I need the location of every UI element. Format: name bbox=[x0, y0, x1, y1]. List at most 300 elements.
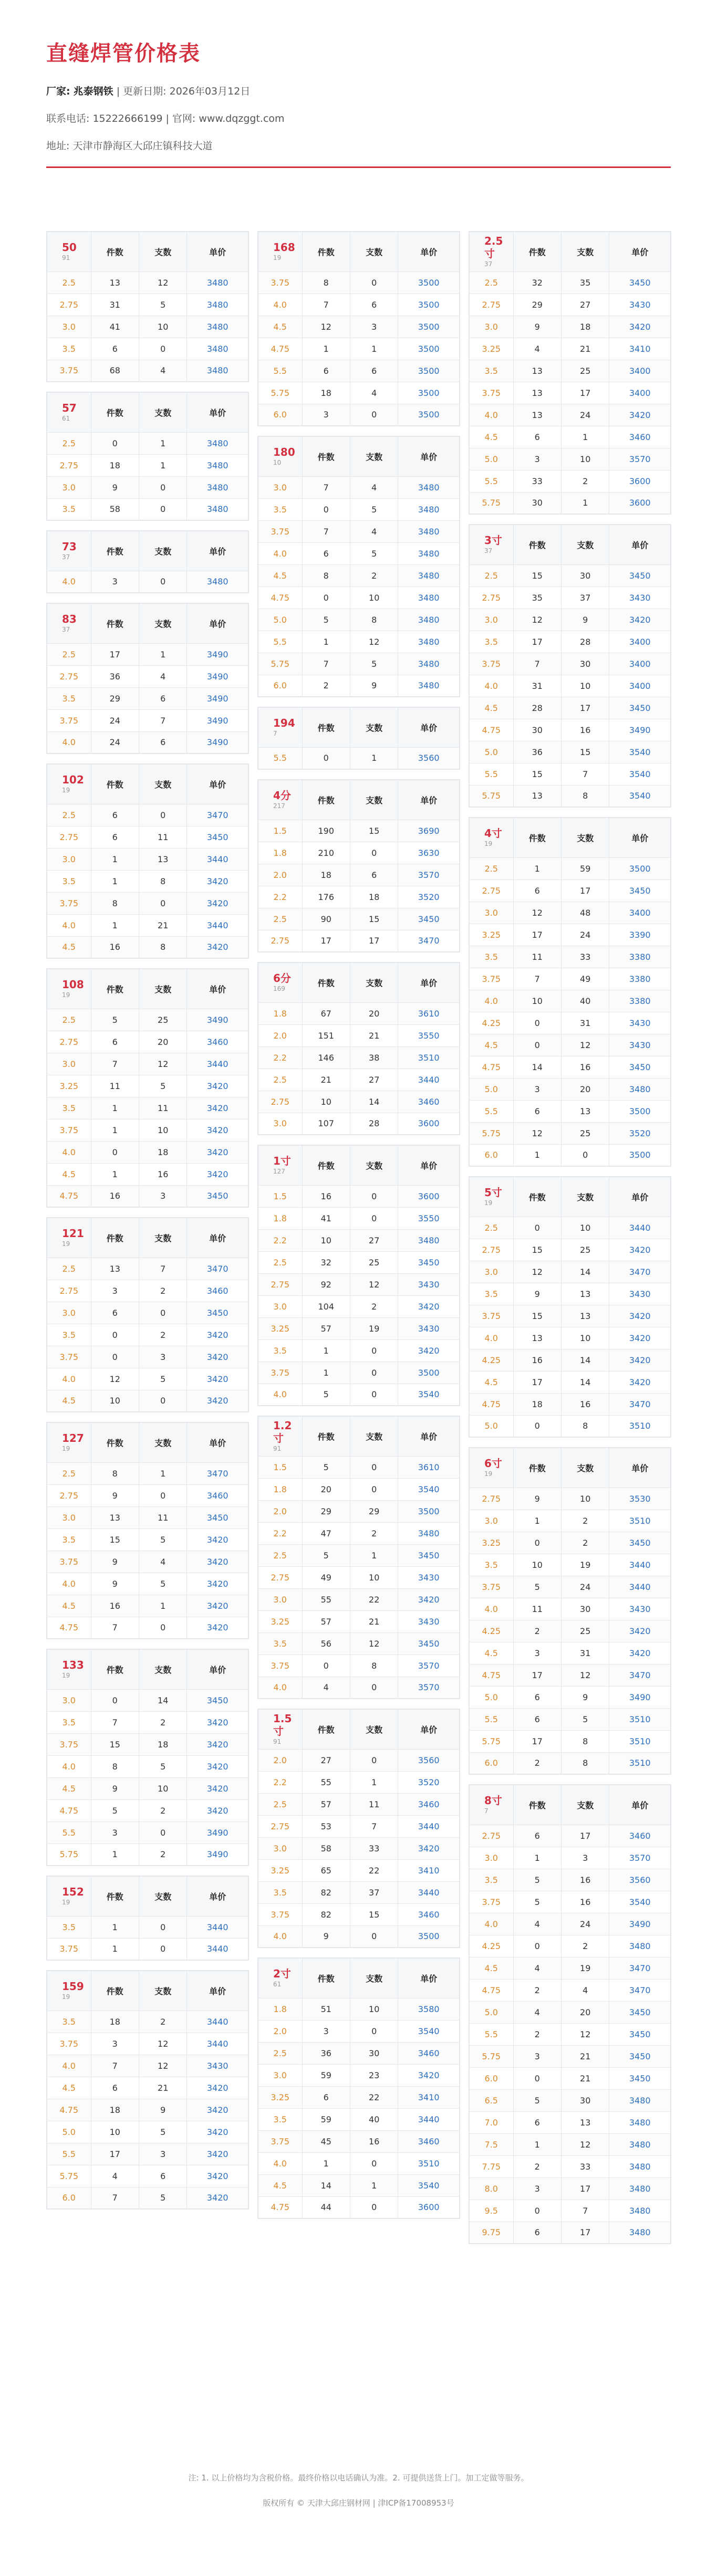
table-row bbox=[469, 1847, 671, 1869]
count-cell: 17 bbox=[513, 924, 561, 946]
pieces-cell: 17 bbox=[561, 879, 609, 902]
table-row bbox=[258, 1229, 460, 1251]
thickness-cell: 3.0 bbox=[47, 1053, 91, 1075]
price-cell: 3410 bbox=[609, 338, 671, 360]
count-header: 件数 bbox=[302, 1958, 350, 1998]
table-row bbox=[47, 1324, 248, 1346]
price-cell: 3550 bbox=[398, 1207, 460, 1229]
table-row bbox=[258, 1815, 460, 1837]
count-cell: 16 bbox=[91, 936, 139, 958]
count-cell: 0 bbox=[91, 432, 139, 454]
table-row bbox=[469, 360, 671, 382]
pieces-cell: 0 bbox=[350, 842, 398, 864]
count-header: 件数 bbox=[91, 392, 139, 432]
thickness-cell: 3.75 bbox=[469, 1305, 513, 1327]
pieces-cell: 0 bbox=[139, 1302, 186, 1324]
thickness-cell: 3.0 bbox=[469, 902, 513, 924]
table-row bbox=[258, 1024, 460, 1046]
thickness-cell: 4.75 bbox=[258, 338, 302, 360]
price-cell: 3450 bbox=[187, 1689, 248, 1711]
price-cell: 3610 bbox=[398, 1456, 460, 1478]
thickness-cell: 4.25 bbox=[469, 1012, 513, 1034]
pieces-cell: 0 bbox=[350, 271, 398, 294]
count-cell: 6 bbox=[513, 879, 561, 902]
price-cell: 3480 bbox=[187, 454, 248, 476]
pieces-cell: 0 bbox=[350, 404, 398, 426]
thickness-cell: 4.5 bbox=[47, 1390, 91, 1412]
count-cell: 9 bbox=[91, 1484, 139, 1506]
thickness-cell: 3.75 bbox=[47, 2033, 91, 2055]
price-cell: 3500 bbox=[398, 271, 460, 294]
thickness-cell: 2.0 bbox=[258, 864, 302, 886]
address-line: 地址: 天津市静海区大邱庄镇科技大道 bbox=[46, 140, 213, 152]
table-header-row bbox=[258, 780, 460, 820]
spec-name-cell bbox=[47, 232, 91, 271]
spec-name-cell bbox=[47, 531, 91, 571]
pieces-cell: 5 bbox=[139, 294, 186, 316]
thickness-cell: 6.0 bbox=[469, 1144, 513, 1166]
thickness-cell: 3.0 bbox=[47, 1506, 91, 1528]
count-cell: 65 bbox=[302, 1859, 350, 1881]
spec-name: 2寸 bbox=[273, 1967, 291, 1981]
pieces-cell: 0 bbox=[350, 2020, 398, 2042]
table-row bbox=[47, 294, 248, 316]
count-cell: 1 bbox=[91, 1097, 139, 1119]
table-row bbox=[258, 294, 460, 316]
pieces-cell: 12 bbox=[139, 2055, 186, 2077]
count-header: 件数 bbox=[302, 1709, 350, 1749]
table-row bbox=[47, 1053, 248, 1075]
spec-name-cell bbox=[47, 1218, 91, 1258]
thickness-cell: 4.0 bbox=[47, 1141, 91, 1163]
thickness-cell: 4.0 bbox=[258, 294, 302, 316]
price-cell: 3480 bbox=[398, 675, 460, 697]
count-header: 件数 bbox=[302, 232, 350, 271]
thickness-cell: 3.75 bbox=[258, 2130, 302, 2152]
count-cell: 59 bbox=[302, 2064, 350, 2086]
pieces-cell: 0 bbox=[350, 1749, 398, 1771]
spec-count: 19 bbox=[484, 1470, 493, 1478]
price-header: 单价 bbox=[187, 1971, 248, 2010]
price-cell: 3600 bbox=[398, 2196, 460, 2218]
table-row bbox=[258, 498, 460, 520]
pieces-cell: 31 bbox=[561, 1012, 609, 1034]
table-row bbox=[469, 1752, 671, 1774]
pieces-cell: 28 bbox=[561, 631, 609, 653]
count-cell: 0 bbox=[302, 747, 350, 769]
spec-count: 169 bbox=[273, 985, 285, 993]
table-row bbox=[258, 1903, 460, 1925]
thickness-cell: 3.25 bbox=[469, 1532, 513, 1554]
thickness-cell: 4.0 bbox=[258, 1384, 302, 1406]
count-cell: 7 bbox=[91, 1617, 139, 1639]
count-cell: 2 bbox=[513, 1979, 561, 2001]
pieces-cell: 10 bbox=[561, 675, 609, 697]
count-header: 件数 bbox=[302, 707, 350, 747]
pieces-cell: 4 bbox=[350, 476, 398, 498]
thickness-cell: 3.75 bbox=[469, 968, 513, 990]
count-cell: 90 bbox=[302, 908, 350, 930]
table-row bbox=[469, 404, 671, 426]
table-row bbox=[258, 747, 460, 769]
price-cell: 3480 bbox=[609, 2111, 671, 2133]
price-header: 单价 bbox=[398, 232, 460, 271]
count-cell: 31 bbox=[513, 675, 561, 697]
spec-name: 127 bbox=[62, 1432, 84, 1445]
table-row bbox=[258, 1632, 460, 1654]
spec-table bbox=[46, 530, 249, 593]
price-cell: 3460 bbox=[187, 1031, 248, 1053]
thickness-cell: 2.5 bbox=[469, 1217, 513, 1239]
price-cell: 3450 bbox=[609, 1532, 671, 1554]
spec-name: 133 bbox=[62, 1659, 84, 1672]
table-row bbox=[469, 1327, 671, 1349]
thickness-cell: 7.75 bbox=[469, 2155, 513, 2177]
count-header: 件数 bbox=[513, 1785, 561, 1825]
pieces-cell: 14 bbox=[561, 1261, 609, 1283]
spec-name: 5寸 bbox=[484, 1186, 502, 1199]
table-row bbox=[469, 1664, 671, 1686]
pieces-header: 支数 bbox=[350, 707, 398, 747]
table-row bbox=[258, 1566, 460, 1588]
table-row bbox=[469, 338, 671, 360]
spec-name: 180 bbox=[273, 446, 295, 459]
thickness-cell: 3.75 bbox=[47, 1733, 91, 1755]
count-cell: 8 bbox=[302, 271, 350, 294]
pieces-cell: 0 bbox=[139, 892, 186, 914]
count-cell: 13 bbox=[91, 271, 139, 294]
spec-table bbox=[257, 1416, 460, 1699]
table-row bbox=[469, 1979, 671, 2001]
price-cell: 3410 bbox=[398, 1859, 460, 1881]
pieces-cell: 10 bbox=[350, 587, 398, 609]
count-cell: 1 bbox=[302, 1362, 350, 1384]
price-cell: 3430 bbox=[609, 1283, 671, 1305]
thickness-cell: 4.5 bbox=[469, 1642, 513, 1664]
pieces-cell: 6 bbox=[139, 687, 186, 709]
thickness-cell: 3.5 bbox=[469, 631, 513, 653]
count-cell: 53 bbox=[302, 1815, 350, 1837]
count-cell: 7 bbox=[91, 2055, 139, 2077]
pieces-cell: 10 bbox=[350, 1998, 398, 2020]
pieces-cell: 17 bbox=[561, 382, 609, 404]
count-cell: 9 bbox=[91, 1777, 139, 1799]
spec-table bbox=[46, 231, 249, 382]
spec-count: 19 bbox=[62, 1993, 70, 2001]
price-cell: 3560 bbox=[609, 1869, 671, 1891]
table-row bbox=[47, 914, 248, 936]
thickness-cell: 2.5 bbox=[469, 271, 513, 294]
price-cell: 3460 bbox=[398, 2042, 460, 2064]
spec-count: 91 bbox=[62, 254, 70, 262]
price-cell: 3440 bbox=[187, 1938, 248, 1960]
table-row bbox=[258, 1456, 460, 1478]
pieces-cell: 2 bbox=[350, 1522, 398, 1544]
thickness-cell: 3.75 bbox=[47, 892, 91, 914]
table-row bbox=[469, 1686, 671, 1708]
table-row bbox=[258, 1339, 460, 1362]
table-row bbox=[47, 271, 248, 294]
pieces-cell: 20 bbox=[561, 2001, 609, 2023]
price-cell: 3450 bbox=[609, 1056, 671, 1078]
thickness-cell: 3.0 bbox=[258, 1837, 302, 1859]
thickness-cell: 5.5 bbox=[469, 763, 513, 785]
thickness-cell: 3.25 bbox=[469, 338, 513, 360]
thickness-cell: 6.5 bbox=[469, 2089, 513, 2111]
pieces-cell: 15 bbox=[350, 1903, 398, 1925]
table-row bbox=[469, 1349, 671, 1371]
table-row bbox=[258, 930, 460, 952]
count-cell: 1 bbox=[302, 338, 350, 360]
table-header-row bbox=[47, 1649, 248, 1689]
thickness-cell: 4.0 bbox=[469, 1598, 513, 1620]
thickness-cell: 2.5 bbox=[469, 564, 513, 587]
thickness-cell: 4.75 bbox=[469, 1979, 513, 2001]
thickness-cell: 3.5 bbox=[47, 498, 91, 520]
pieces-cell: 0 bbox=[139, 1484, 186, 1506]
price-header: 单价 bbox=[398, 1709, 460, 1749]
count-cell: 1 bbox=[513, 2133, 561, 2155]
price-cell: 3490 bbox=[609, 1913, 671, 1935]
thickness-cell: 2.0 bbox=[258, 2020, 302, 2042]
count-header: 件数 bbox=[91, 1971, 139, 2010]
price-cell: 3480 bbox=[187, 316, 248, 338]
price-cell: 3420 bbox=[609, 1620, 671, 1642]
spec-name: 102 bbox=[62, 773, 84, 787]
thickness-cell: 3.75 bbox=[469, 653, 513, 675]
spec-name-cell bbox=[47, 1971, 91, 2010]
pieces-cell: 10 bbox=[561, 1217, 609, 1239]
table-row bbox=[47, 1506, 248, 1528]
price-cell: 3430 bbox=[609, 587, 671, 609]
table-row bbox=[47, 1280, 248, 1302]
price-header: 单价 bbox=[609, 818, 671, 857]
update-date: 2026年03月12日 bbox=[169, 86, 251, 97]
table-row bbox=[258, 908, 460, 930]
pieces-cell: 30 bbox=[350, 2042, 398, 2064]
count-cell: 11 bbox=[513, 946, 561, 968]
table-row bbox=[469, 2177, 671, 2200]
count-cell: 9 bbox=[513, 1488, 561, 1510]
count-cell: 5 bbox=[302, 1544, 350, 1566]
thickness-cell: 1.8 bbox=[258, 1478, 302, 1500]
pieces-cell: 2 bbox=[561, 470, 609, 492]
table-row bbox=[258, 1588, 460, 1610]
pieces-cell: 11 bbox=[350, 1793, 398, 1815]
pieces-cell: 59 bbox=[561, 857, 609, 879]
pieces-cell: 10 bbox=[561, 448, 609, 470]
table-row bbox=[258, 2020, 460, 2042]
price-header: 单价 bbox=[187, 764, 248, 804]
pieces-cell: 21 bbox=[561, 2067, 609, 2089]
price-header: 单价 bbox=[398, 707, 460, 747]
table-row bbox=[47, 848, 248, 870]
thickness-cell: 5.0 bbox=[469, 2001, 513, 2023]
thickness-cell: 3.5 bbox=[47, 2010, 91, 2033]
table-row bbox=[469, 1708, 671, 1730]
count-cell: 2 bbox=[513, 1620, 561, 1642]
pieces-cell: 11 bbox=[139, 826, 186, 848]
spec-count: 19 bbox=[484, 1199, 493, 1207]
price-cell: 3420 bbox=[609, 316, 671, 338]
thickness-cell: 4.75 bbox=[258, 2196, 302, 2218]
table-row bbox=[258, 609, 460, 631]
table-row bbox=[47, 1799, 248, 1821]
count-cell: 6 bbox=[513, 1686, 561, 1708]
table-header-row bbox=[469, 1785, 671, 1825]
count-cell: 28 bbox=[513, 697, 561, 719]
table-row bbox=[469, 653, 671, 675]
spec-table bbox=[257, 779, 460, 952]
thickness-cell: 5.75 bbox=[469, 492, 513, 514]
thickness-cell: 2.75 bbox=[47, 826, 91, 848]
count-header: 件数 bbox=[91, 1649, 139, 1689]
count-cell: 0 bbox=[91, 1324, 139, 1346]
count-cell: 6 bbox=[513, 426, 561, 448]
count-cell: 29 bbox=[513, 294, 561, 316]
thickness-cell: 5.75 bbox=[469, 2045, 513, 2067]
price-cell: 3480 bbox=[187, 294, 248, 316]
table-row bbox=[47, 1141, 248, 1163]
page-header bbox=[0, 0, 717, 153]
table-row bbox=[258, 1002, 460, 1024]
table-row bbox=[47, 476, 248, 498]
table-header-row bbox=[47, 1876, 248, 1916]
thickness-cell: 3.25 bbox=[258, 1859, 302, 1881]
table-row bbox=[469, 1261, 671, 1283]
count-cell: 13 bbox=[91, 1506, 139, 1528]
count-cell: 15 bbox=[513, 564, 561, 587]
count-header: 件数 bbox=[91, 232, 139, 271]
spec-table bbox=[257, 231, 460, 426]
spec-name-cell bbox=[258, 1416, 302, 1456]
pieces-cell: 18 bbox=[350, 886, 398, 908]
thickness-cell: 4.0 bbox=[47, 1573, 91, 1595]
price-cell: 3420 bbox=[187, 2099, 248, 2121]
price-cell: 3450 bbox=[187, 1506, 248, 1528]
table-row bbox=[47, 2077, 248, 2099]
count-cell: 3 bbox=[513, 2177, 561, 2200]
thickness-cell: 2.0 bbox=[258, 1749, 302, 1771]
thickness-cell: 2.75 bbox=[47, 1031, 91, 1053]
thickness-cell: 9.75 bbox=[469, 2222, 513, 2244]
count-cell: 16 bbox=[91, 1185, 139, 1207]
price-cell: 3420 bbox=[609, 1327, 671, 1349]
price-cell: 3600 bbox=[609, 470, 671, 492]
price-cell: 3490 bbox=[609, 1686, 671, 1708]
count-cell: 8 bbox=[91, 1462, 139, 1484]
table-row bbox=[47, 432, 248, 454]
pieces-cell: 13 bbox=[561, 1283, 609, 1305]
thickness-cell: 4.5 bbox=[469, 697, 513, 719]
spec-table bbox=[469, 1447, 671, 1775]
thickness-cell: 4.75 bbox=[47, 1185, 91, 1207]
count-cell: 49 bbox=[302, 1566, 350, 1588]
count-header: 件数 bbox=[513, 232, 561, 271]
spec-name: 4寸 bbox=[484, 827, 502, 840]
count-cell: 17 bbox=[513, 1371, 561, 1393]
price-cell: 3430 bbox=[398, 1273, 460, 1295]
pieces-cell: 1 bbox=[350, 747, 398, 769]
price-header: 单价 bbox=[398, 1958, 460, 1998]
spec-name-cell bbox=[47, 1422, 91, 1462]
table-row bbox=[469, 1957, 671, 1979]
count-cell: 41 bbox=[302, 1207, 350, 1229]
pieces-cell: 5 bbox=[139, 1755, 186, 1777]
thickness-cell: 5.0 bbox=[469, 1415, 513, 1437]
price-cell: 3440 bbox=[187, 1916, 248, 1938]
table-row bbox=[47, 1551, 248, 1573]
price-header: 单价 bbox=[609, 525, 671, 564]
spec-name: 2.5寸 bbox=[484, 235, 503, 260]
count-cell: 7 bbox=[302, 520, 350, 542]
table-row bbox=[258, 476, 460, 498]
table-row bbox=[47, 1821, 248, 1844]
pieces-cell: 19 bbox=[350, 1317, 398, 1339]
table-row bbox=[47, 1302, 248, 1324]
table-header-row bbox=[47, 232, 248, 271]
price-header: 单价 bbox=[187, 232, 248, 271]
thickness-cell: 2.5 bbox=[258, 1793, 302, 1815]
count-header: 件数 bbox=[513, 1448, 561, 1488]
thickness-cell: 4.75 bbox=[47, 2099, 91, 2121]
pieces-cell: 6 bbox=[139, 2165, 186, 2187]
table-row bbox=[469, 1393, 671, 1415]
pieces-cell: 38 bbox=[350, 1046, 398, 1069]
pieces-header: 支数 bbox=[139, 1876, 186, 1916]
price-cell: 3450 bbox=[609, 271, 671, 294]
table-row bbox=[258, 1881, 460, 1903]
pieces-cell: 0 bbox=[139, 1916, 186, 1938]
count-cell: 7 bbox=[91, 1711, 139, 1733]
thickness-cell: 5.75 bbox=[469, 785, 513, 807]
maker-label: 厂家: bbox=[46, 86, 70, 97]
table-row bbox=[469, 879, 671, 902]
table-row bbox=[258, 1295, 460, 1317]
pieces-cell: 37 bbox=[561, 587, 609, 609]
spec-name-cell bbox=[258, 707, 302, 747]
count-cell: 30 bbox=[513, 492, 561, 514]
table-row bbox=[469, 1283, 671, 1305]
pieces-cell: 27 bbox=[350, 1069, 398, 1091]
price-cell: 3480 bbox=[609, 2222, 671, 2244]
pieces-cell: 35 bbox=[561, 271, 609, 294]
table-row bbox=[258, 360, 460, 382]
pieces-cell: 14 bbox=[350, 1091, 398, 1113]
table-row bbox=[47, 936, 248, 958]
count-cell: 6 bbox=[513, 1708, 561, 1730]
count-header: 件数 bbox=[91, 969, 139, 1009]
table-row bbox=[469, 697, 671, 719]
table-row bbox=[47, 2033, 248, 2055]
thickness-cell: 3.0 bbox=[258, 1113, 302, 1135]
count-cell: 3 bbox=[91, 2033, 139, 2055]
count-cell: 13 bbox=[513, 382, 561, 404]
price-cell: 3500 bbox=[398, 1925, 460, 1947]
thickness-cell: 3.5 bbox=[47, 870, 91, 892]
spec-count: 37 bbox=[62, 626, 70, 634]
price-cell: 3450 bbox=[398, 1544, 460, 1566]
table-row bbox=[469, 1034, 671, 1056]
thickness-cell: 2.5 bbox=[258, 1251, 302, 1273]
table-row bbox=[469, 1012, 671, 1034]
thickness-cell: 3.25 bbox=[258, 2086, 302, 2108]
price-cell: 3550 bbox=[398, 1024, 460, 1046]
count-cell: 29 bbox=[91, 687, 139, 709]
thickness-cell: 4.0 bbox=[258, 542, 302, 564]
thickness-cell: 2.75 bbox=[47, 454, 91, 476]
count-cell: 10 bbox=[513, 1554, 561, 1576]
